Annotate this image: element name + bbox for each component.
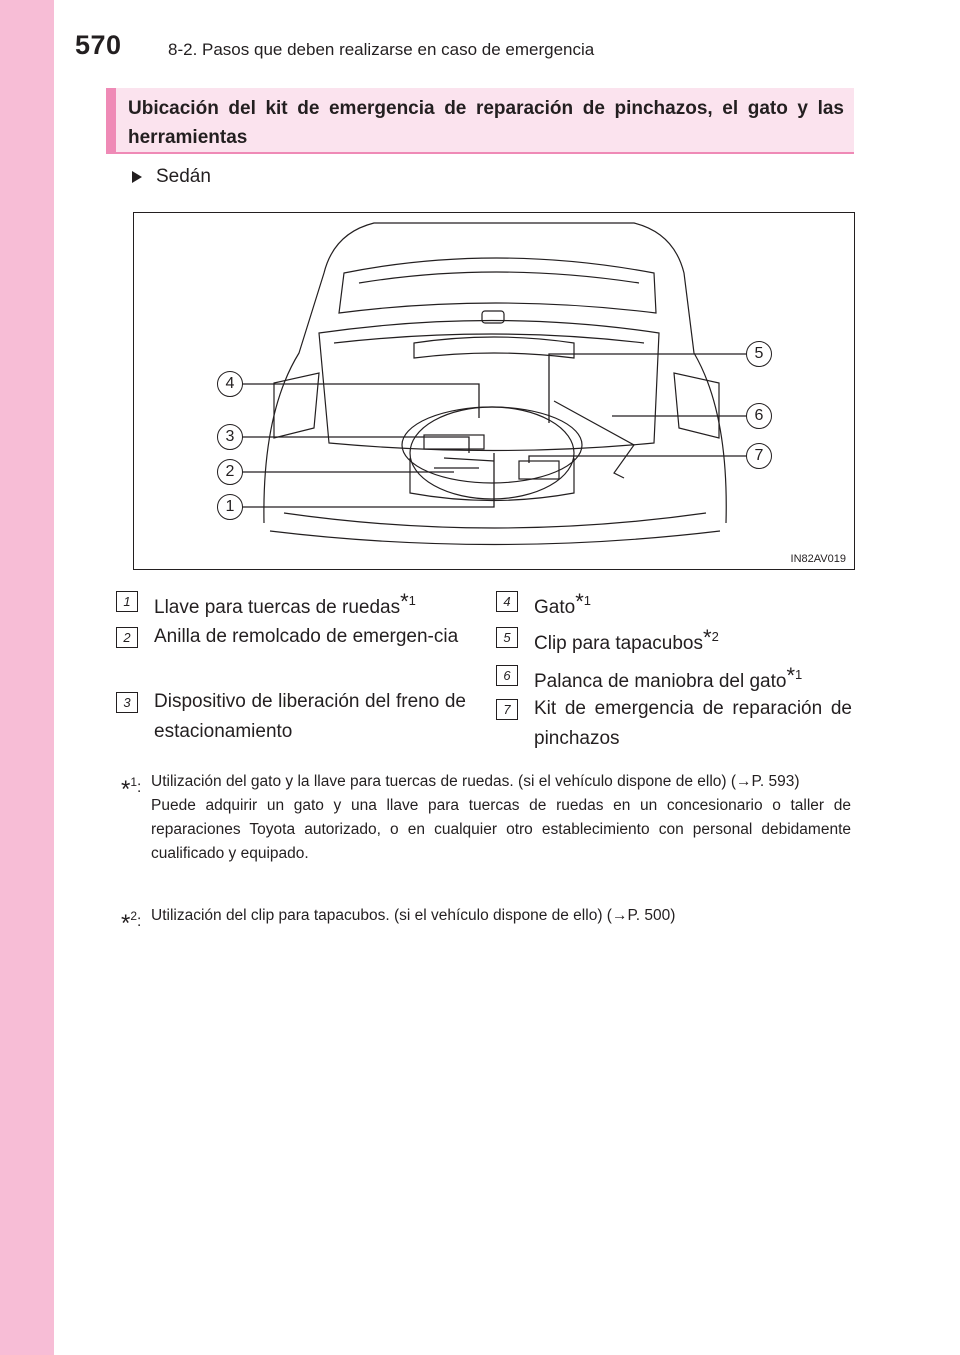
footnote-2-line1: Utilización del clip para tapacubos. (si el vehículo dispone de ello) (→P. 500): [151, 907, 676, 924]
variant-text: Sedán: [156, 166, 211, 187]
figure-code: IN82AV019: [790, 553, 846, 565]
legend-text-3: Dispositivo de liberación del freno de estacionamiento: [154, 691, 466, 742]
legend-text-5: Clip para tapacubos$^{*2}$: [534, 625, 719, 654]
legend-number-3: 3: [116, 692, 138, 713]
heading-text: Ubicación del kit de emergencia de reparación de pinchazos, el gato y las herramientas: [128, 98, 844, 148]
legend-number-6: 6: [496, 665, 518, 686]
callout-2: 2: [217, 459, 243, 485]
legend-text-2: Anilla de remolcado de emergen-cia: [154, 626, 459, 647]
callout-1: 1: [217, 494, 243, 520]
page-number: 570: [75, 30, 122, 60]
callout-6: 6: [746, 403, 772, 429]
legend-text-7: Kit de emergencia de reparación de pinchazos: [534, 698, 852, 749]
legend-number-4: 4: [496, 591, 518, 612]
legend-number-7: 7: [496, 699, 518, 720]
legend-text-1: Llave para tuercas de ruedas$^{*1}$: [154, 589, 416, 618]
trunk-illustration: [134, 213, 854, 569]
callout-3: 3: [217, 424, 243, 450]
legend-number-1: 1: [116, 591, 138, 612]
trunk-figure: [133, 212, 855, 570]
footnote-1-line1: Utilización del gato y la llave para tuercas de ruedas. (si el vehículo dispone de ello) (→P. 593): [151, 773, 800, 790]
legend-text-4: Gato$^{*1}$: [534, 589, 591, 618]
footnote-2-marker: *$^2$:: [121, 909, 142, 937]
legend-number-2: 2: [116, 627, 138, 648]
callout-4: 4: [217, 371, 243, 397]
footnote-2-body: [151, 904, 851, 928]
legend-text-6: Palanca de maniobra del gato$^{*1}$: [534, 663, 803, 692]
triangle-bullet-icon: [132, 171, 142, 183]
footnote-1-marker: *$^1$:: [121, 775, 142, 803]
callout-5: 5: [746, 341, 772, 367]
section-title: 8-2. Pasos que deben realizarse en caso de emergencia: [168, 40, 595, 59]
callout-7: 7: [746, 443, 772, 469]
footnote-1-body: [151, 770, 851, 866]
variant-label: [132, 166, 211, 188]
sidebar-tab: [0, 0, 54, 1355]
footnote-1-line2: Puede adquirir un gato y una llave para tuercas de ruedas en un concesionario o taller de reparaciones Toyota autorizado, o en cualquier otro establecimiento con personal debidamente cualificado y equipado.: [151, 797, 851, 862]
heading-box: [106, 88, 854, 154]
legend-number-5: 5: [496, 627, 518, 648]
